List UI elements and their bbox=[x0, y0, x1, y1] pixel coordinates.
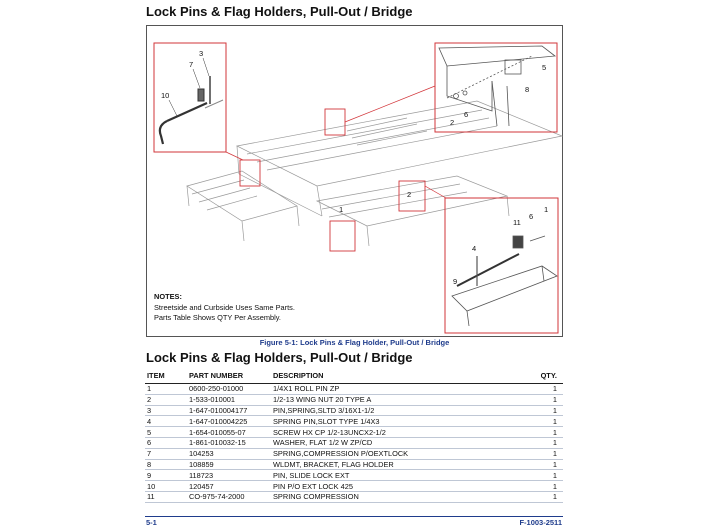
callout-box-small-1 bbox=[240, 160, 260, 186]
cell-item: 6 bbox=[145, 437, 187, 448]
table-title: Lock Pins & Flag Holders, Pull-Out / Bridge bbox=[146, 350, 413, 365]
cell-qty: 1 bbox=[535, 384, 563, 395]
cell-part-number: 1-861-010032-15 bbox=[187, 437, 271, 448]
cell-item: 4 bbox=[145, 416, 187, 427]
header-item: ITEM bbox=[145, 369, 187, 384]
callout-6: 6 bbox=[464, 110, 469, 119]
cell-description: SPRING COMPRESSION bbox=[271, 491, 535, 502]
cell-item: 11 bbox=[145, 491, 187, 502]
callout-box-small-4 bbox=[330, 221, 355, 251]
callout-1: 1 bbox=[544, 205, 549, 214]
cell-description: 1/2-13 WING NUT 20 TYPE A bbox=[271, 394, 535, 405]
notes-block bbox=[154, 292, 295, 324]
cell-item: 8 bbox=[145, 459, 187, 470]
cell-description: SPRING,COMPRESSION P/OEXTLOCK bbox=[271, 448, 535, 459]
cell-description: PIN,SPRING,SLTD 3/16X1-1/2 bbox=[271, 405, 535, 416]
cell-item: 2 bbox=[145, 394, 187, 405]
callout-main-2: 2 bbox=[407, 190, 412, 199]
notes-line-1: Streetside and Curbside Uses Same Parts. bbox=[154, 302, 295, 312]
header-qty: QTY. bbox=[535, 369, 563, 384]
cell-description: PIN P/O EXT LOCK 425 bbox=[271, 481, 535, 492]
figure-caption: Figure 5-1: Lock Pins & Flag Holder, Pull-Out / Bridge bbox=[259, 338, 450, 347]
callout-4: 4 bbox=[472, 244, 477, 253]
cell-qty: 1 bbox=[535, 405, 563, 416]
notes-heading: NOTES: bbox=[154, 292, 182, 301]
callout-10: 10 bbox=[161, 91, 170, 100]
callout-11: 11 bbox=[513, 218, 521, 227]
exploded-view-figure bbox=[146, 25, 563, 337]
cell-description: SPRING PIN,SLOT TYPE 1/4X3 bbox=[271, 416, 535, 427]
table-row bbox=[145, 405, 563, 416]
table-row bbox=[145, 437, 563, 448]
table-row bbox=[145, 470, 563, 481]
cell-description: PIN, SLIDE LOCK EXT bbox=[271, 470, 535, 481]
callout-5: 5 bbox=[542, 63, 547, 72]
cell-part-number: 1-533-010001 bbox=[187, 394, 271, 405]
cell-qty: 1 bbox=[535, 491, 563, 502]
parts-table bbox=[145, 369, 563, 503]
callout-7: 7 bbox=[189, 60, 194, 69]
footer-page-number: 5-1 bbox=[146, 518, 157, 527]
cell-qty: 1 bbox=[535, 394, 563, 405]
table-row bbox=[145, 416, 563, 427]
cell-part-number: 118723 bbox=[187, 470, 271, 481]
cell-qty: 1 bbox=[535, 416, 563, 427]
header-part-number: PART NUMBER bbox=[187, 369, 271, 384]
cell-description: WASHER, FLAT 1/2 W ZP/CD bbox=[271, 437, 535, 448]
callout-8: 8 bbox=[525, 85, 530, 94]
cell-part-number: 108859 bbox=[187, 459, 271, 470]
cell-part-number: 104253 bbox=[187, 448, 271, 459]
cell-part-number: 120457 bbox=[187, 481, 271, 492]
page-title: Lock Pins & Flag Holders, Pull-Out / Bridge bbox=[146, 4, 413, 19]
cell-part-number: CO-975-74-2000 bbox=[187, 491, 271, 502]
callout-main-1: 1 bbox=[339, 205, 344, 214]
cell-qty: 1 bbox=[535, 427, 563, 438]
cell-description: SCREW HX CP 1/2-13UNCX2-1/2 bbox=[271, 427, 535, 438]
cell-qty: 1 bbox=[535, 459, 563, 470]
cell-part-number: 1-647-010004225 bbox=[187, 416, 271, 427]
callout-2: 2 bbox=[450, 118, 455, 127]
table-row bbox=[145, 481, 563, 492]
cell-description: WLDMT, BRACKET, FLAG HOLDER bbox=[271, 459, 535, 470]
cell-qty: 1 bbox=[535, 481, 563, 492]
table-header-row bbox=[145, 369, 563, 384]
callout-3: 3 bbox=[199, 49, 204, 58]
cell-qty: 1 bbox=[535, 448, 563, 459]
callout-box-small-3 bbox=[325, 109, 345, 135]
header-description: DESCRIPTION bbox=[271, 369, 535, 384]
cell-item: 7 bbox=[145, 448, 187, 459]
table-row bbox=[145, 448, 563, 459]
parts-table-body bbox=[145, 384, 563, 503]
footer-doc-number: F-1003-2511 bbox=[519, 518, 562, 527]
callout-9: 9 bbox=[453, 277, 458, 286]
notes-line-2: Parts Table Shows QTY Per Assembly. bbox=[154, 313, 281, 323]
cell-qty: 1 bbox=[535, 437, 563, 448]
callout-6-b: 6 bbox=[529, 212, 534, 221]
cell-item: 1 bbox=[145, 384, 187, 395]
cell-part-number: 0600-250-01000 bbox=[187, 384, 271, 395]
cell-item: 5 bbox=[145, 427, 187, 438]
table-row bbox=[145, 427, 563, 438]
cell-part-number: 1-647-010004177 bbox=[187, 405, 271, 416]
cell-item: 10 bbox=[145, 481, 187, 492]
table-row bbox=[145, 459, 563, 470]
detail-box-bottom-right bbox=[445, 198, 558, 333]
cell-qty: 1 bbox=[535, 470, 563, 481]
cell-part-number: 1-654-010055-07 bbox=[187, 427, 271, 438]
cell-item: 9 bbox=[145, 470, 187, 481]
table-row bbox=[145, 491, 563, 502]
footer-rule bbox=[145, 516, 563, 517]
cell-description: 1/4X1 ROLL PIN ZP bbox=[271, 384, 535, 395]
table-row bbox=[145, 394, 563, 405]
table-row bbox=[145, 384, 563, 395]
frame-drawing bbox=[187, 101, 562, 246]
cell-item: 3 bbox=[145, 405, 187, 416]
